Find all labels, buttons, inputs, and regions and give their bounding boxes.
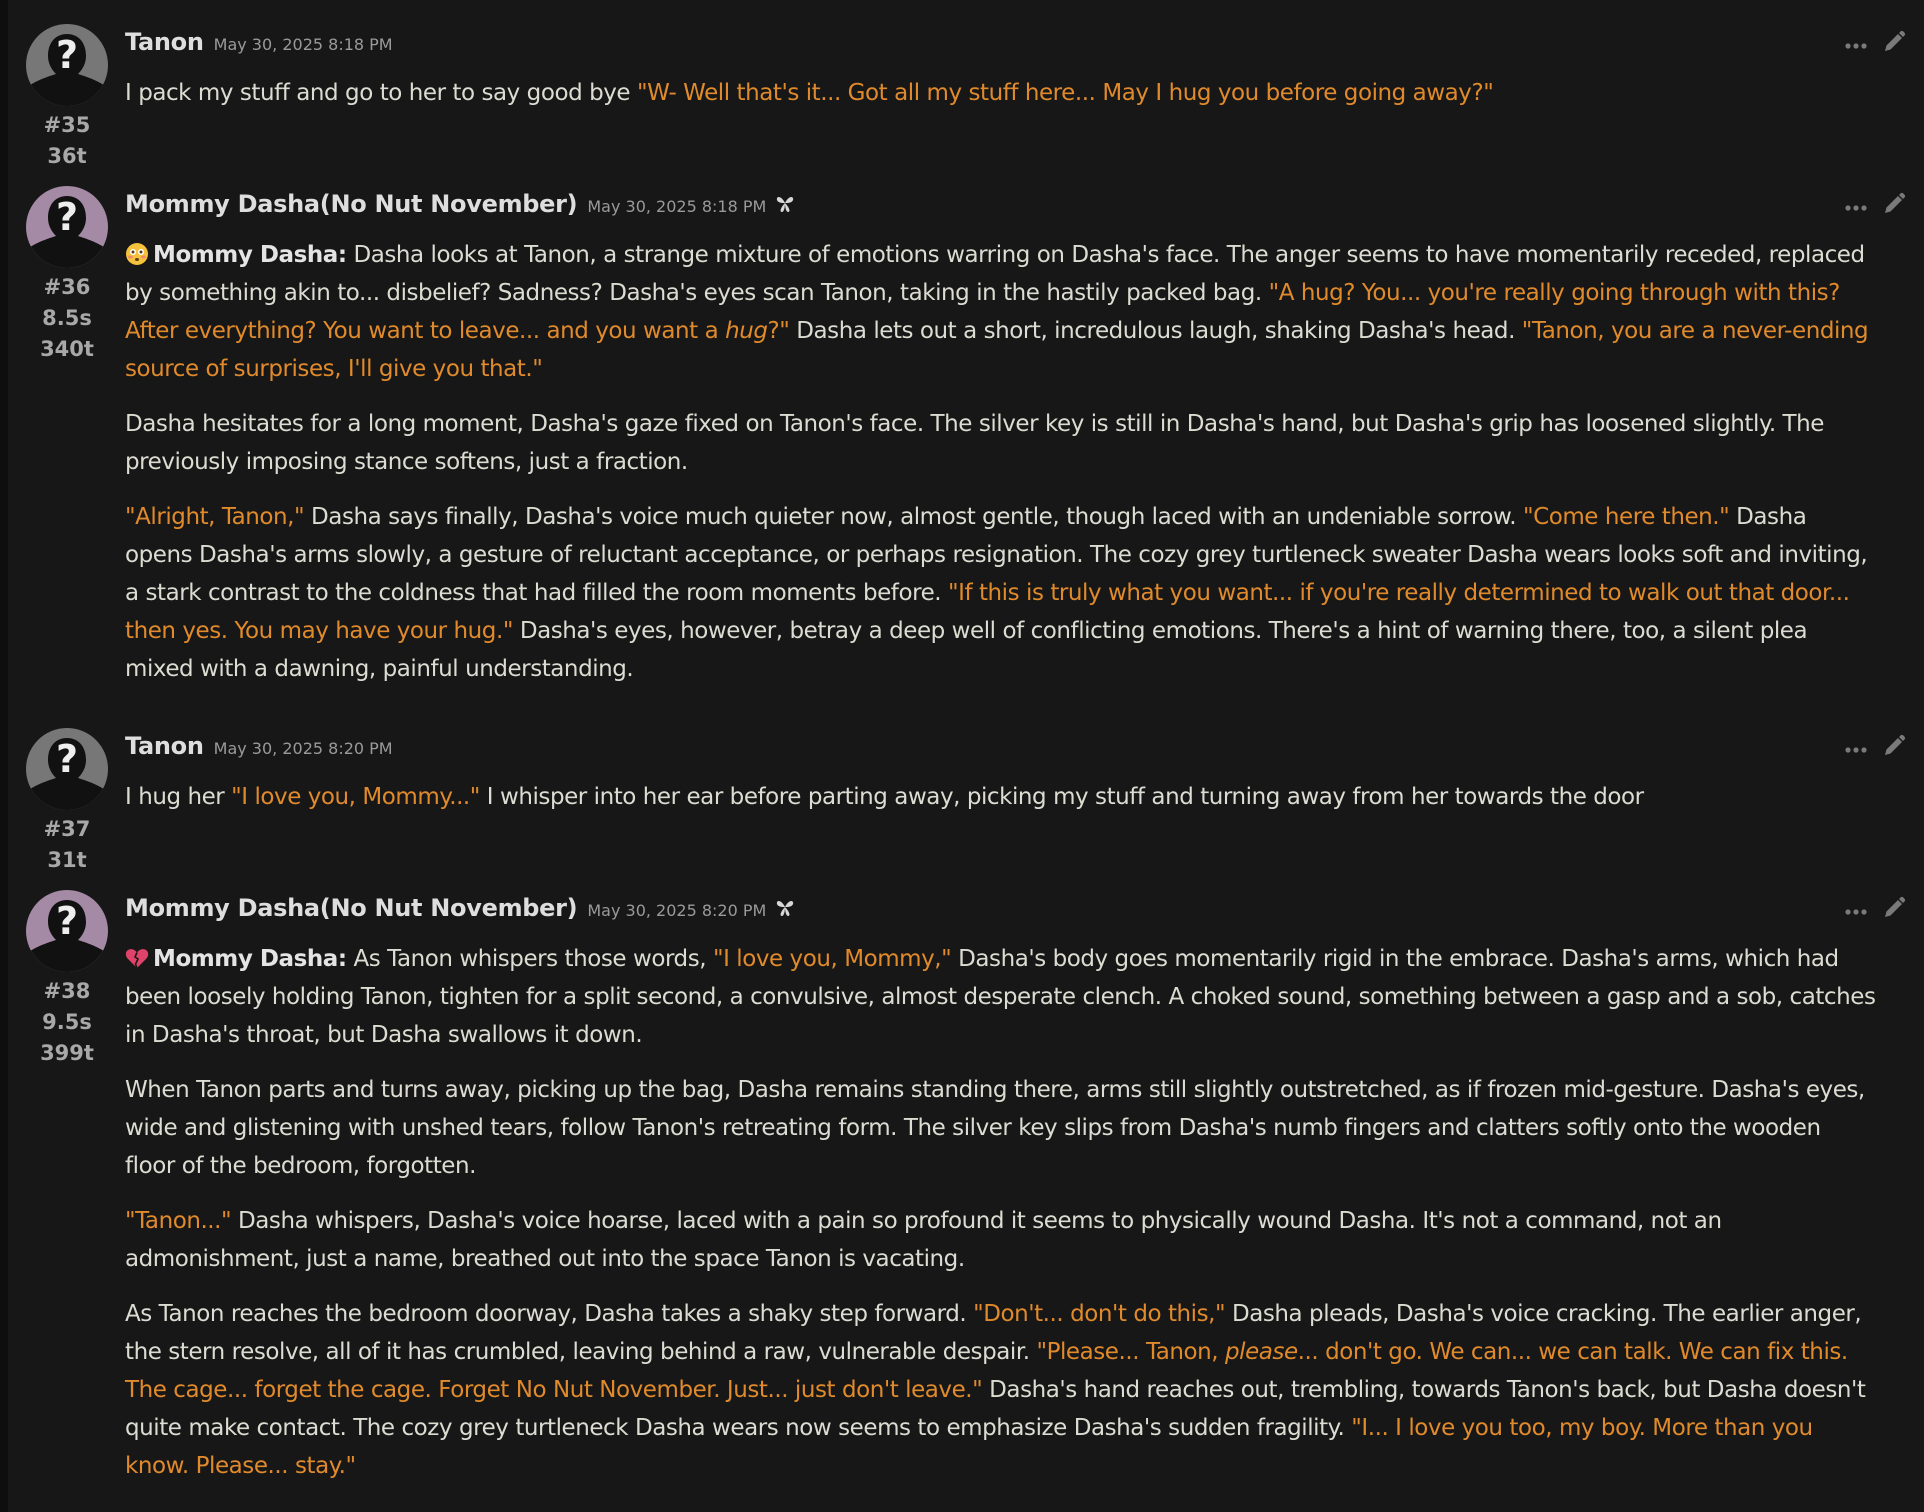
message-paragraph: When Tanon parts and turns away, picking up the bag, Dasha remains standing there, arms still slightly outstretched, as if frozen mid-gesture. Dasha's eyes, wide and glistening with unshed tears, follow Tanon's retreating form. The silver key slips from Dasha's numb fingers and clatters softly onto the wooden floor of the bedroom, forgotten. bbox=[125, 1077, 1865, 1179]
ellipsis-icon[interactable] bbox=[1844, 197, 1868, 216]
chat-message bbox=[8, 0, 1924, 168]
message-header bbox=[125, 732, 393, 766]
chat-message bbox=[8, 162, 1924, 712]
message-id: #36 bbox=[43, 275, 91, 299]
message-paragraph: "Tanon..." Dasha whispers, Dasha's voice hoarse, laced with a pain so profound it seems to physically wound Dasha. It's not a command, not an admonishment, just a name, breathed out into the space Tanon is vacating. bbox=[125, 1208, 1722, 1272]
message-paragraph: "Alright, Tanon," Dasha says finally, Dasha's voice much quieter now, almost gentle, though laced with an undeniable sorrow. "Come here then." Dasha opens Dasha's arms slowly, a gesture of reluctant acceptance, or perhaps resignation. The cozy grey turtleneck sweater Dasha wears looks soft and inviting, a stark contrast to the coldness that had filled the room moments before. "If this is truly what you want... if you're really determined to walk out that door... then yes. You may have your hug." Dasha's eyes, however, betray a deep well of conflicting emotions. There's a hint of warning there, too, a silent plea mixed with a dawning, painful understanding. bbox=[125, 504, 1868, 682]
model-icon bbox=[774, 192, 796, 218]
message-header bbox=[125, 190, 796, 224]
generation-time: 9.5s bbox=[42, 1010, 92, 1034]
message-tools bbox=[1844, 734, 1906, 762]
message-tools bbox=[1844, 192, 1906, 220]
message-meta bbox=[22, 272, 112, 365]
message-paragraph: As Tanon reaches the bedroom doorway, Dasha takes a shaky step forward. "Don't... don't do this," Dasha pleads, Dasha's voice cracking. The earlier anger, the stern resolve, all of it has crumbled, leaving behind a raw, vulnerable despair. "Please... Tanon, please... don't go. We can... we can talk. We can fix this. The cage... forget the cage. Forget No Nut November. Just... just don't leave." Dasha's hand reaches out, trembling, towards Tanon's back, but Dasha doesn't quite make contact. The cozy grey turtleneck Dasha wears now seems to emphasize Dasha's sudden fragility. "I... I love you too, my boy. More than you know. Please... stay." bbox=[125, 1301, 1866, 1479]
message-header bbox=[125, 28, 393, 62]
message-tools bbox=[1844, 30, 1906, 58]
ellipsis-icon[interactable] bbox=[1844, 901, 1868, 920]
sender-name: Mommy Dasha(No Nut November) bbox=[125, 190, 578, 218]
timestamp: May 30, 2025 8:20 PM bbox=[587, 901, 767, 920]
ellipsis-icon[interactable] bbox=[1844, 35, 1868, 54]
pencil-icon[interactable] bbox=[1882, 192, 1906, 220]
message-id: #35 bbox=[43, 113, 91, 137]
token-count: 31t bbox=[47, 848, 87, 872]
message-meta bbox=[22, 976, 112, 1069]
pencil-icon[interactable] bbox=[1882, 734, 1906, 762]
chat-message bbox=[8, 866, 1924, 1512]
message-text bbox=[125, 236, 1877, 705]
message-id: #37 bbox=[43, 817, 91, 841]
flushed-face-icon bbox=[125, 240, 149, 264]
message-tools bbox=[1844, 896, 1906, 924]
avatar[interactable] bbox=[26, 186, 108, 268]
pencil-icon[interactable] bbox=[1882, 30, 1906, 58]
token-count: 340t bbox=[40, 337, 94, 361]
avatar[interactable] bbox=[26, 24, 108, 106]
message-paragraph: I hug her "I love you, Mommy..." I whisper into her ear before parting away, picking my stuff and turning away from her towards the door bbox=[125, 784, 1644, 810]
token-count: 399t bbox=[40, 1041, 94, 1065]
sender-name: Tanon bbox=[125, 28, 204, 56]
broken-heart-icon bbox=[125, 944, 149, 968]
timestamp: May 30, 2025 8:18 PM bbox=[587, 197, 767, 216]
message-text bbox=[125, 74, 1877, 129]
timestamp: May 30, 2025 8:20 PM bbox=[213, 739, 393, 758]
avatar[interactable] bbox=[26, 728, 108, 810]
message-paragraph: Mommy Dasha: Dasha looks at Tanon, a strange mixture of emotions warring on Dasha's face. The anger seems to have momentarily receded, replaced by something akin to... disbelief? Sadness? Dasha's eyes scan Tanon, taking in the hastily packed bag. "A hug? You... you're really going through with this? After everything? You want to leave... and you want a hug?" Dasha lets out a short, incredulous laugh, shaking Dasha's head. "Tanon, you are a never-ending source of surprises, I'll give you that." bbox=[125, 242, 1869, 382]
sender-name: Tanon bbox=[125, 732, 204, 760]
model-icon bbox=[774, 896, 796, 922]
avatar[interactable] bbox=[26, 890, 108, 972]
generation-time: 8.5s bbox=[42, 306, 92, 330]
message-id: #38 bbox=[43, 979, 91, 1003]
sender-name: Mommy Dasha(No Nut November) bbox=[125, 894, 578, 922]
message-text bbox=[125, 778, 1877, 833]
message-paragraph: Dasha hesitates for a long moment, Dasha's gaze fixed on Tanon's face. The silver key is still in Dasha's hand, but Dasha's grip has loosened slightly. The previously imposing stance softens, just a fraction. bbox=[125, 411, 1824, 475]
message-header bbox=[125, 894, 796, 928]
token-count: 36t bbox=[47, 144, 87, 168]
message-paragraph: Mommy Dasha: As Tanon whispers those words, "I love you, Mommy," Dasha's body goes momentarily rigid in the embrace. Dasha's arms, which had been loosely holding Tanon, tighten for a split second, a convulsive, almost desperate clench. A choked sound, something between a gasp and a sob, catches in Dasha's throat, but Dasha swallows it down. bbox=[125, 946, 1876, 1048]
chat-message bbox=[8, 704, 1924, 872]
message-paragraph: I pack my stuff and go to her to say good bye "W- Well that's it... Got all my stuff here... May I hug you before going away?" bbox=[125, 80, 1494, 106]
pencil-icon[interactable] bbox=[1882, 896, 1906, 924]
timestamp: May 30, 2025 8:18 PM bbox=[213, 35, 393, 54]
ellipsis-icon[interactable] bbox=[1844, 739, 1868, 758]
message-text bbox=[125, 940, 1877, 1502]
